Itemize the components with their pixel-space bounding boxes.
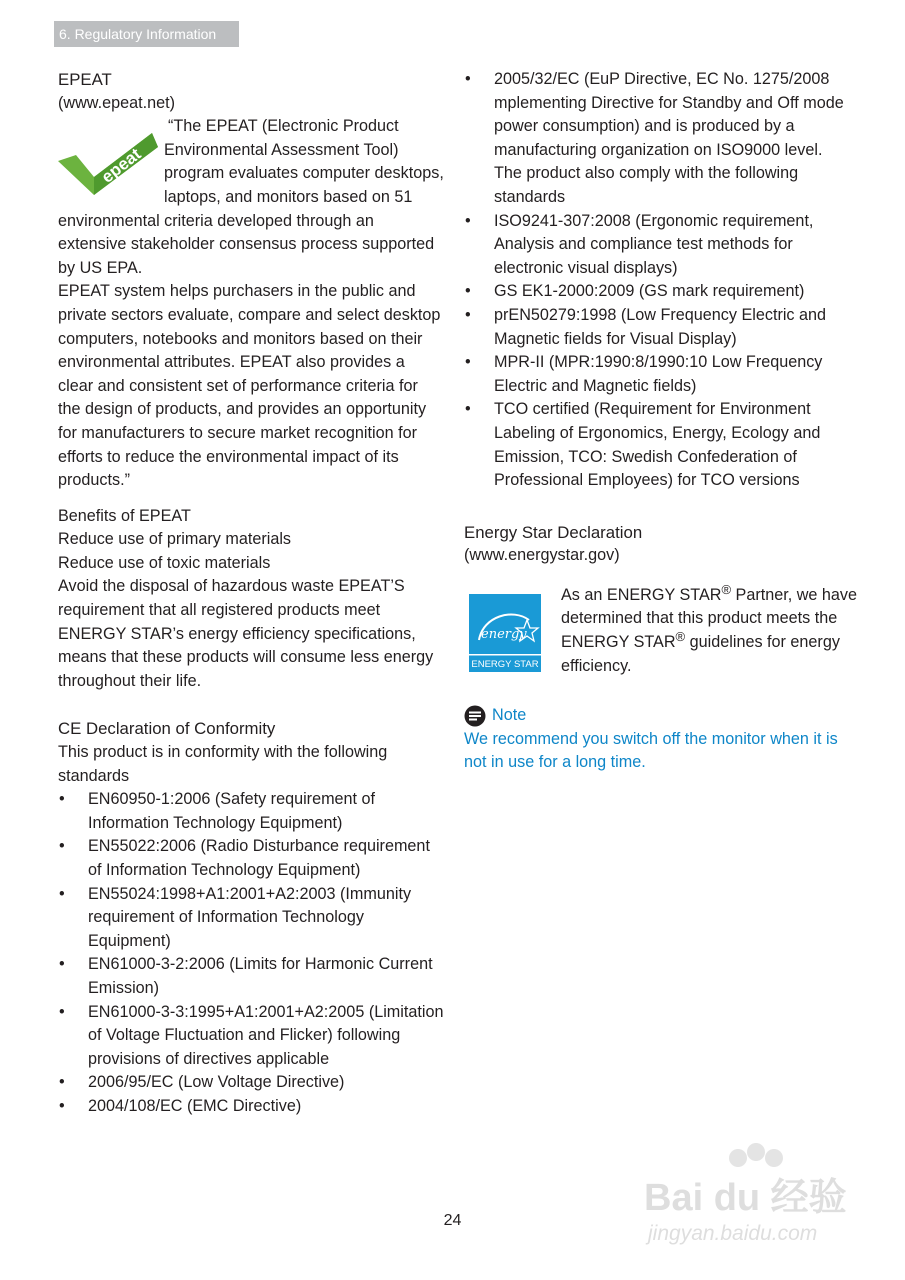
epeat-url: (www.epeat.net) bbox=[58, 93, 175, 112]
epeat-logo-text: epeat bbox=[97, 144, 145, 187]
energy-star-logo-script: energy bbox=[481, 626, 527, 642]
list-item-text: 2005/32/EC (EuP Directive, EC No. 1275/2008 mplementing Directive for Standby and Off mode power consumption) and is produced by a manufacturing organization on ISO9000 level. bbox=[494, 70, 844, 159]
energy-star-text-1: As an ENERGY STAR bbox=[561, 585, 722, 604]
energy-star-block bbox=[464, 582, 859, 678]
ce-intro: This product is in conformity with the following standards bbox=[58, 743, 388, 785]
watermark-brand: Bai du 经验 bbox=[644, 1177, 847, 1219]
epeat-benefit-3: Avoid the disposal of hazardous waste EPEAT’S requirement that all registered products meet ENERGY STAR’s energy efficiency specifications, means that these products will consume less energy throughout their life. bbox=[58, 577, 434, 690]
epeat-benefits-title: Benefits of EPEAT bbox=[58, 506, 191, 525]
note-header bbox=[464, 704, 859, 728]
ce-standards-list bbox=[58, 788, 444, 1118]
epeat-paragraph-1: “The EPEAT (Electronic Product Environmental Assessment Tool) program evaluates computer desktops, laptops, and monitors based on 51 environmental criteria developed through an extensive stakeholder consensus process supported by US EPA. bbox=[58, 117, 444, 277]
energy-star-logo-icon bbox=[469, 594, 541, 672]
energy-star-url: (www.energystar.gov) bbox=[464, 546, 620, 565]
ce-title: CE Declaration of Conformity bbox=[58, 719, 276, 739]
page-number: 24 bbox=[443, 1212, 462, 1229]
list-item: • TCO certified (Requirement for Environment Labeling of Ergonomics, Energy, Ecology and Emission, TCO: Swedish Confederation of Professional Employees) for TCO versions bbox=[464, 398, 859, 492]
energy-star-text-2: Partner, we have determined that this product meets the ENERGY STAR bbox=[561, 585, 858, 652]
standards-list bbox=[464, 68, 859, 493]
list-item: • MPR-II (MPR:1990:8/1990:10 Low Frequency Electric and Magnetic fields) bbox=[464, 351, 859, 398]
list-item: • GS EK1-2000:2009 (GS mark requirement) bbox=[464, 280, 859, 304]
epeat-block bbox=[58, 115, 444, 280]
list-item: • 2004/108/EC (EMC Directive) bbox=[58, 1095, 444, 1119]
note-label: Note bbox=[492, 706, 527, 725]
left-column bbox=[58, 68, 444, 1119]
list-item: • EN61000-3-2:2006 (Limits for Harmonic Current Emission) bbox=[58, 953, 444, 1000]
list-item: • EN55022:2006 (Radio Disturbance requirement of Information Technology Equipment) bbox=[58, 835, 444, 882]
epeat-benefit-2: Reduce use of toxic materials bbox=[58, 553, 271, 572]
section-tab: 6. Regulatory Information bbox=[54, 21, 239, 47]
epeat-paragraph-2: EPEAT system helps purchasers in the public and private sectors evaluate, compare and select desktop computers, notebooks and monitors based on their environmental attributes. EPEAT also provides a clear and consistent set of performance criteria for the design of products, and provides an opportunity for manufacturers to secure market recognition for efforts to reduce the environmental impact of its products.” bbox=[58, 282, 441, 490]
energy-star-text-3: guidelines for energy efficiency. bbox=[561, 633, 840, 675]
list-item bbox=[464, 68, 859, 210]
list-item-extra: The product also comply with the following standards bbox=[494, 164, 799, 206]
list-item: • 2006/95/EC (Low Voltage Directive) bbox=[58, 1071, 444, 1095]
list-item: • EN60950-1:2006 (Safety requirement of Information Technology Equipment) bbox=[58, 788, 444, 835]
list-item: • EN55024:1998+A1:2001+A2:2003 (Immunity requirement of Information Technology Equipment) bbox=[58, 883, 444, 954]
watermark-url: jingyan.baidu.com bbox=[648, 1222, 818, 1245]
note-text: We recommend you switch off the monitor when it is not in use for a long time. bbox=[464, 729, 838, 772]
right-column bbox=[464, 68, 859, 775]
list-item: • ISO9241-307:2008 (Ergonomic requirement, Analysis and compliance test methods for electronic visual displays) bbox=[464, 210, 859, 281]
energy-star-logo-caption: ENERGY STAR bbox=[471, 658, 539, 670]
note-icon bbox=[464, 705, 486, 727]
epeat-benefit-1: Reduce use of primary materials bbox=[58, 530, 292, 549]
baidu-watermark-icon bbox=[640, 1140, 870, 1250]
list-item: • EN61000-3-3:1995+A1:2001+A2:2005 (Limitation of Voltage Fluctuation and Flicker) following provisions of directives applicable bbox=[58, 1001, 444, 1072]
registered-mark: ® bbox=[675, 629, 686, 645]
epeat-title: EPEAT bbox=[58, 70, 112, 89]
energy-star-title: Energy Star Declaration bbox=[464, 522, 643, 542]
epeat-logo-icon bbox=[58, 125, 160, 197]
list-item: • prEN50279:1998 (Low Frequency Electric and Magnetic fields for Visual Display) bbox=[464, 304, 859, 351]
registered-mark: ® bbox=[721, 581, 732, 597]
